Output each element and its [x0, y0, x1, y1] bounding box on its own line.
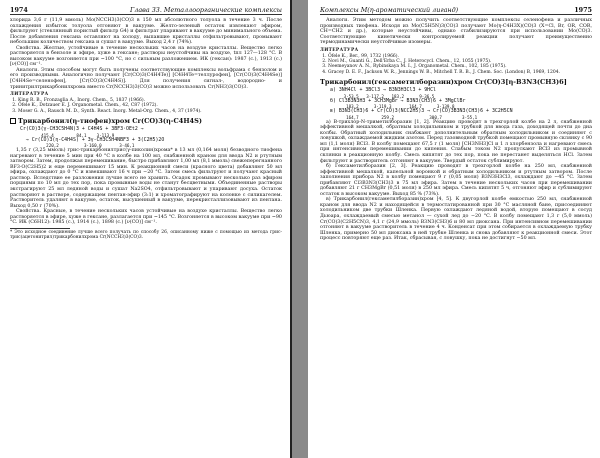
section-box-icon [10, 118, 16, 124]
right-ref-list [320, 54, 592, 75]
right-intro: Аналоги. Этим методом можно получить соответствующие комплексы селенофена и различных производных тиофена. Исходя из Mo(C5H5N)3(CO)3 получают Mo(η-C4H3X)(CO)3 (X=Cl, Br, OR, COR, CH=CH2 и др.), которые неустойчивы, однако стабилизируются при использовании Mo(CO)3. Соответствующие кинетически контролируемой реакции получают преимущественно термодинамически неустойчивые изомеры. [320, 18, 592, 46]
left-ref-list [10, 98, 282, 114]
left-equation-weights: 220,2 3·160,0 3·46,1 [26, 143, 135, 149]
right-head-title: Комплексы M(η-ароматический лиганд) [320, 6, 459, 14]
left-running-head [10, 6, 282, 15]
right-running-head [320, 6, 592, 15]
left-equation-line: Cr(CO)3(γ-CH3C5H4N)3 + C4H4S + 3BF3·OEt2 → [20, 126, 144, 132]
right-step: б) Гексаметилборазин [2, 3]. Реакцию проводят в трехгорлой колбе на 250 мл, снабженной эффективной мешалкой, капельной воронкой и обратным холодильником и ртутным затвором. После заполнения прибора N2 в колбу помещают 9 г (0,05 моля) B3N3H3Cl3, охлаждают до −45 °C. Затем прибавляют Cl3B3N3(CH3)3 в 75 мл эфира. Затем в течение нескольких часов при перемешивании добавляют 21 г CH3MgBr (0,51 моля) в 250 мл эфира. Смесь кипятят 5 ч, отгоняют эфир и сублимируют остаток в высоком вакууме. Выход 85 % (73%). [320, 164, 592, 197]
left-ref: 1. King R. B., Fronzaglia A., Inorg. Chem., 5, 1837 (1966). [18, 98, 282, 103]
left-procedure: 1,35 г (3,25 ммоль) грис-трикарбонилтрис(γ-пиколин)хрома* в 13 мл (0,164 моля) безводного тиофена нагревают в течение 5 мин при 40 °C в колбе на 100 мл, снабженной краном для ввода N2 и ртутным затвором. Затем, продолжая перемешивание, быстро прибавляют 1,00 мл (8,1 ммоль) свежеперегнанного BF3·O(C2H5)2 и еще перемешивают 15 мин. К реакционной смеси (красного цвета) добавляют 50 мл эфира, охлаждают до 0 °C и взвешивают 16 ч при −20 °C. Затем смесь фильтруют и получают красный раствор. Вследствие ее разложения лучше всего не хранить. Осадок промывают несколько раз эфиром порциями по 10 мл до тех пор, пока промывные воды не станут бесцветными. Объединенные растворы экстрагируют 25 мл ледяной воды и сушат Na2SO4, отфильтровывают и упаривают досуха. Остаток растворяют в растворе, содержащем пентан-эфир (3:1) и хроматографируют на колонке с силикагелем. Растворитель удаляют в вакууме, остаток, высушенный в вакууме, перекристаллизовывают из пентана. Выход 0,50 г (70%). [10, 148, 282, 209]
left-paragraph: Аналоги. Этим способом могут быть получены соответствующие комплексы вольфрама с бензолом и его производными. Аналогично получают [Cr(CO)3(C4H4Te)] [C4H4Te=теллурофен], [Cr(CO)3(C4H4Se)] [C4H4Se=селенофен], [Cr(CO)3(C4H4S)]. Для получения сигнал-, водородно- и тринитрилтрикарбонилхрома вместо Cr(NCCH3)3(CO)3 можно использовать Cr(NH3)3(CO)3. [10, 67, 282, 90]
left-page [0, 0, 292, 458]
right-section-title: Трикарбонил(гексаметилборазин)хром Cr(CO)3[η-B3N3(CH3)6] [320, 77, 567, 86]
book-gutter [292, 0, 308, 458]
left-ref: 2. Öfele K., Dotzauer E. J. Organometal. Chem., 42, C87 (1972). [18, 103, 282, 108]
right-lit-heading: ЛИТЕРАТУРА [320, 47, 359, 53]
left-head-title: Глава 33. Металлоорганические комплексы [130, 6, 282, 14]
right-step: в) Трикарбонил(гексаметилборазин)хром [4, 5]. К двугорлой колбе емкостью 250 мл, снабженной краном для ввода N2 и находящейся в термостатированной при 30 °C масляной бане, присоединяют холодильником две трубки Шленка. Первую охлаждают ледяной водой, вторую помещают в сосуд Дьюара, охлаждаемый смесью метанол — сухой лед до −20 °C. В колбу помещают 1,3 г (5,0 ммоль) Cr(CO)3(C2H5CN)3, 4,1 г (24,9 ммоль) B3N3(CH3)6 и 80 мл диоксана. При интенсивном перемешивании отгоняют в вакууме растворитель в течение 4 ч. Конденсат при этом собирается в охлаждаемую трубку Шленка, примерно 50 мл диоксана в ней трубке Шленка и снова добавляют к реакционной смеси. Этот процесс повторяют еще раз. Итак, сбрасывая, с ловушку, пока не достигнут −50 мл. [320, 197, 592, 242]
left-paragraph: Свойства. Желтые, устойчивые в течение нескольких часов на воздухе кристаллы. Вещество легко растворяется в бензоле и эфире, хуже в гексане; растворы неустойчивы на воздухе, tпл 127—128 °C. В высоком вакууме возгоняется при ~100 °C, но с сильным разложением. ИК (гексан): 1987 (с.), 1913 (с.) [ν(CO)] см⁻¹. [10, 45, 282, 68]
right-ref: 2. Novi M., Guanti G., Dell'Erba C., J. Heterocycl. Chem., 12, 1055 (1975). [328, 59, 592, 64]
right-step: а) В-трихлор-N-триметилборазин [1, 2]. Реакцию проводят в трехгорлой колбе на 2 л, снабженной эффективной мешалкой, обратным холодильником и трубкой для ввода газа, доходящей почти до дна колбы. Обратный холодильник снабжают дополнительным обратным холодильником и соединяют с ловушкой, охлаждаемой жидким азотом. Перед газовводной трубкой помещают промывную склянку с 90 мл (1,1 моля) BCl3. В колбу помещают 67,5 г (1 моля) [CH3NH3]Cl и 1 л хлорбензола и нагревают смесь при интенсивном перемешивании до кипения. Слабым током N2 пропускают BCl3 из промывной склянки в реакционную колбу. Смесь кипятят до тех пор, пока не перестанет выделяться HCl. Затем фильтруют и растворитель отгоняют в вакууме. Твердый остаток сублимируют. [320, 119, 592, 164]
right-page [308, 0, 600, 458]
right-ref: 3. Neemeyanov A. N., Rybinskaya M. I., J. Organometal. Chem., 102, 185 (1975). [328, 64, 592, 69]
right-equation-weights: 183,2 3·119,3 164,7 3·139,8 [336, 104, 455, 110]
right-ref: 4. Gracey D. E. F., Jackson W. R., Jennings W. B., Mitchell T. R. B., J. Chem. Soc. (London) B, 1969, 1204. [328, 70, 592, 75]
footnote-rule [10, 228, 70, 229]
left-page-number: 1974 [10, 6, 28, 14]
right-equation-weights: 164,7 259,2 300,7 3·55,1 [336, 114, 478, 120]
left-equation-weights: 415,4 84,1 3·113,9 [26, 132, 115, 138]
left-section-title [10, 117, 282, 125]
right-equation-line: в) B3N3(CH3)6 + Cr(CO)3(NCC2H5)3 → Cr(CO)3B3N3(CH3)6 + 3C2H5CN [330, 108, 513, 115]
left-equation-line: → Cr(CO)3(η-C4H4S) + 3γ-CH3C5H4NBF3 + 3(C2H5)2O [20, 136, 165, 143]
left-properties: Свойства. Красные, в течение нескольких часов устойчивые на воздухе кристаллы. Вещество легко растворяется в эфире, хуже в гексане, разлагается при ~145 °C. Возгоняется в высоком вакууме при ~90 °C. ИК (C6H12): 1985 (с.), 1914 (с.), 1898 (с.) [ν(CO)] см⁻¹. [10, 209, 282, 226]
left-lit-heading: ЛИТЕРАТУРА [10, 92, 49, 98]
right-equation-weights: 3·53,5 3·117,2 183,2 9·36,5 [336, 93, 435, 99]
left-section-title-text: Трикарбонил(η-тиофен)хром Cr(CO)3(η-C4H4S) [18, 117, 203, 125]
right-equation-line: б) Cl3B3N3H3 + 3CH3MgBr → B3N3(CH3)6 + 3MgClBr [330, 97, 466, 104]
left-ref: 3. Moser G. A., Rausch M. D., Synth. React. Inorg. Metal-Org. Chem., 4, 37 (1974). [18, 109, 282, 114]
right-page-number: 1975 [574, 6, 592, 14]
left-paragraph: хлорида 3,6 г (11,9 ммоль) Mo(NCCH3)3(CO)3 в 150 мл абсолютного толуола в течение 3 ч. После охлаждения избыток толуола отгоняют в вакууме. Желто-зеленый остаток извлекают эфиром, фильтруют (стеклянный пористый фильтр G4) и фильтрат упаривают в вакууме до минимального объема. После добавления гексана оставляют на холоду, выпавшие кристаллы отфильтровывают, промывают небольшим количеством гексана и сушат в вакууме. Выход 2,4 г (74%). [10, 18, 282, 46]
right-ref: 1. Öfele K., Ber., 99, 1732 (1966). [328, 54, 592, 59]
right-equation-line: а) 3NH4Cl + 3BCl3 → B3N3H3Cl3 + 9HCl [330, 86, 436, 93]
left-footnote: * Это исходное соединение лучше всего получать по способу 26, описанному ниже с помощью из метода грис-трис(ацетонитрил)трикарбонилхрома Cr(NCCH3)3(CO)3. [10, 229, 282, 240]
